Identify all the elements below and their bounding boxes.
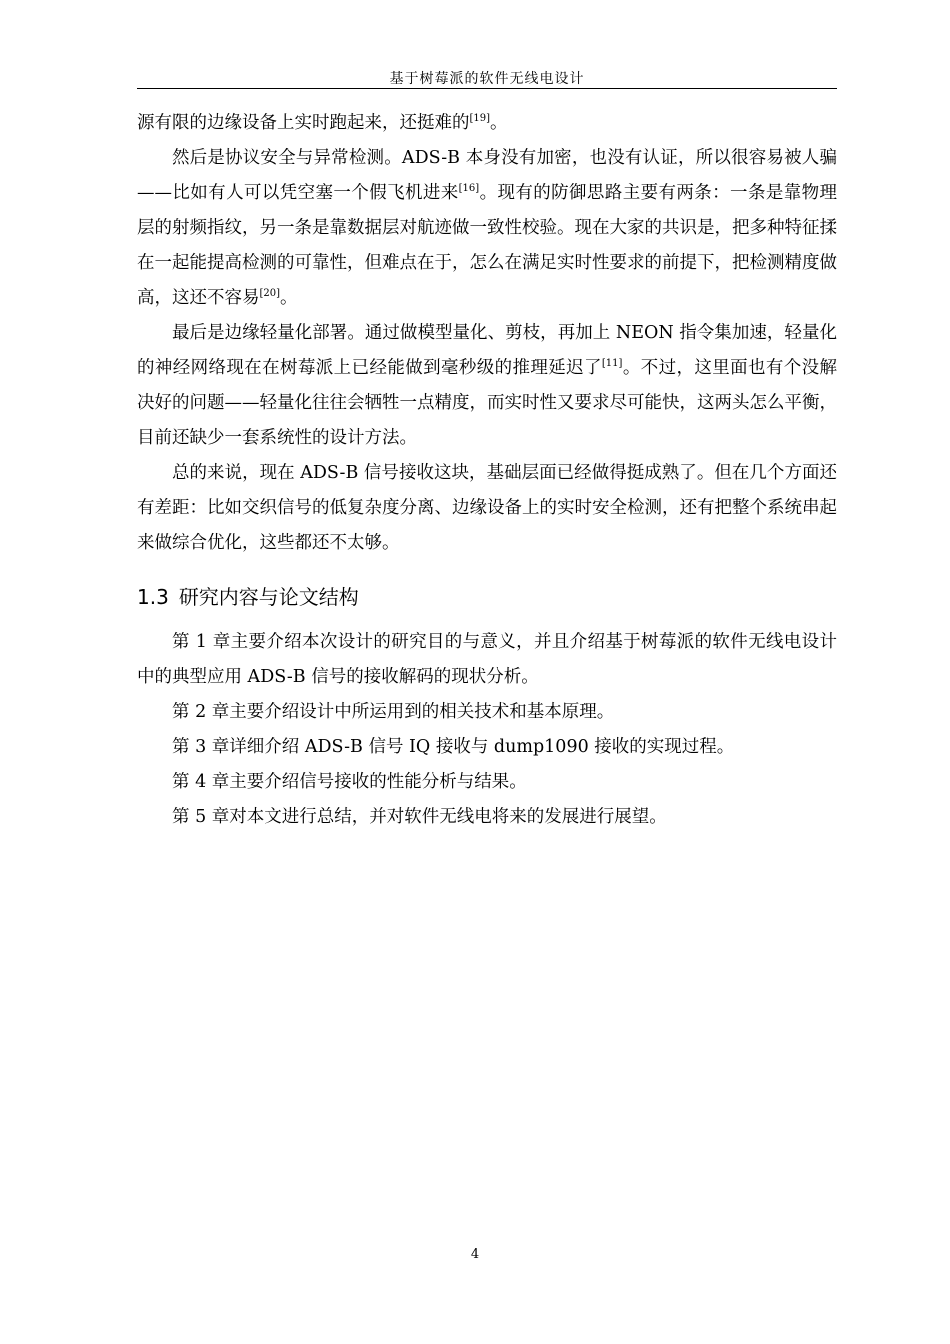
running-header: 基于树莓派的软件无线电设计 <box>389 71 585 87</box>
body-text <box>137 106 837 835</box>
paragraph-continued <box>137 106 837 141</box>
section-heading <box>137 581 837 613</box>
chapter-item: 第 5 章对本文进行总结，并对软件无线电将来的发展进行展望。 <box>172 807 667 827</box>
paragraph-tail: 。 <box>280 288 298 308</box>
citation-ref: [19] <box>469 113 491 124</box>
section-number: 1.3 <box>137 585 169 609</box>
citation-ref: [11] <box>601 358 623 369</box>
chapter-item: 第 1 章主要介绍本次设计的研究目的与意义，并且介绍基于树莓派的软件无线电设计中的典型应用 ADS-B 信号的接收解码的现状分析。 <box>137 632 837 687</box>
paragraph-text: 最后是边缘轻量化部署。通过做模型量化、剪枝，再加上 NEON 指令集加速，轻量化的神经网络现在在树莓派上已经能做到毫秒级的推理延迟了 <box>137 323 837 378</box>
paragraph-text: 总的来说，现在 ADS-B 信号接收这块，基础层面已经做得挺成熟了。但在几个方面还有差距：比如交织信号的低复杂度分离、边缘设备上的实时安全检测，还有把整个系统串起来做综合优化，这些都还不太够。 <box>137 463 837 553</box>
paragraph-tail: 。现有的防御思路主要有两条：一条是靠物理层的射频指纹，另一条是靠数据层对航迹做一致性校验。现在大家的共识是，把多种特征揉在一起能提高检测的可靠性，但难点在于，怎么在满足实时性要求的前提下，把检测精度做高，这还不容易 <box>137 183 838 308</box>
paragraph-text: 源有限的边缘设备上实时跑起来，还挺难的 <box>137 113 470 133</box>
paragraph-tail: 。不过，这里面也有个没解决好的问题——轻量化往往会牺牲一点精度，而实时性又要求尽可能快，这两头怎么平衡，目前还缺少一套系统性的设计方法。 <box>137 358 838 448</box>
paragraph-text: 然后是协议安全与异常检测。ADS-B 本身没有加密，也没有认证，所以很容易被人骗——比如有人可以凭空塞一个假飞机进来 <box>137 148 837 203</box>
chapter-item: 第 3 章详细介绍 ADS-B 信号 IQ 接收与 dump1090 接收的实现过程。 <box>172 737 735 757</box>
paragraph-edge-deployment <box>137 316 837 456</box>
paragraph-security <box>137 141 837 316</box>
header-rule <box>137 88 837 89</box>
citation-ref: [20] <box>259 288 281 299</box>
citation-ref: [16] <box>458 183 480 194</box>
chapter-item: 第 2 章主要介绍设计中所运用到的相关技术和基本原理。 <box>172 702 615 722</box>
section-title: 研究内容与论文结构 <box>178 585 359 609</box>
paragraph-summary <box>137 456 837 561</box>
paragraph-tail: 。 <box>490 113 508 133</box>
page-number: 4 <box>470 1247 480 1262</box>
chapter-item: 第 4 章主要介绍信号接收的性能分析与结果。 <box>172 772 527 792</box>
